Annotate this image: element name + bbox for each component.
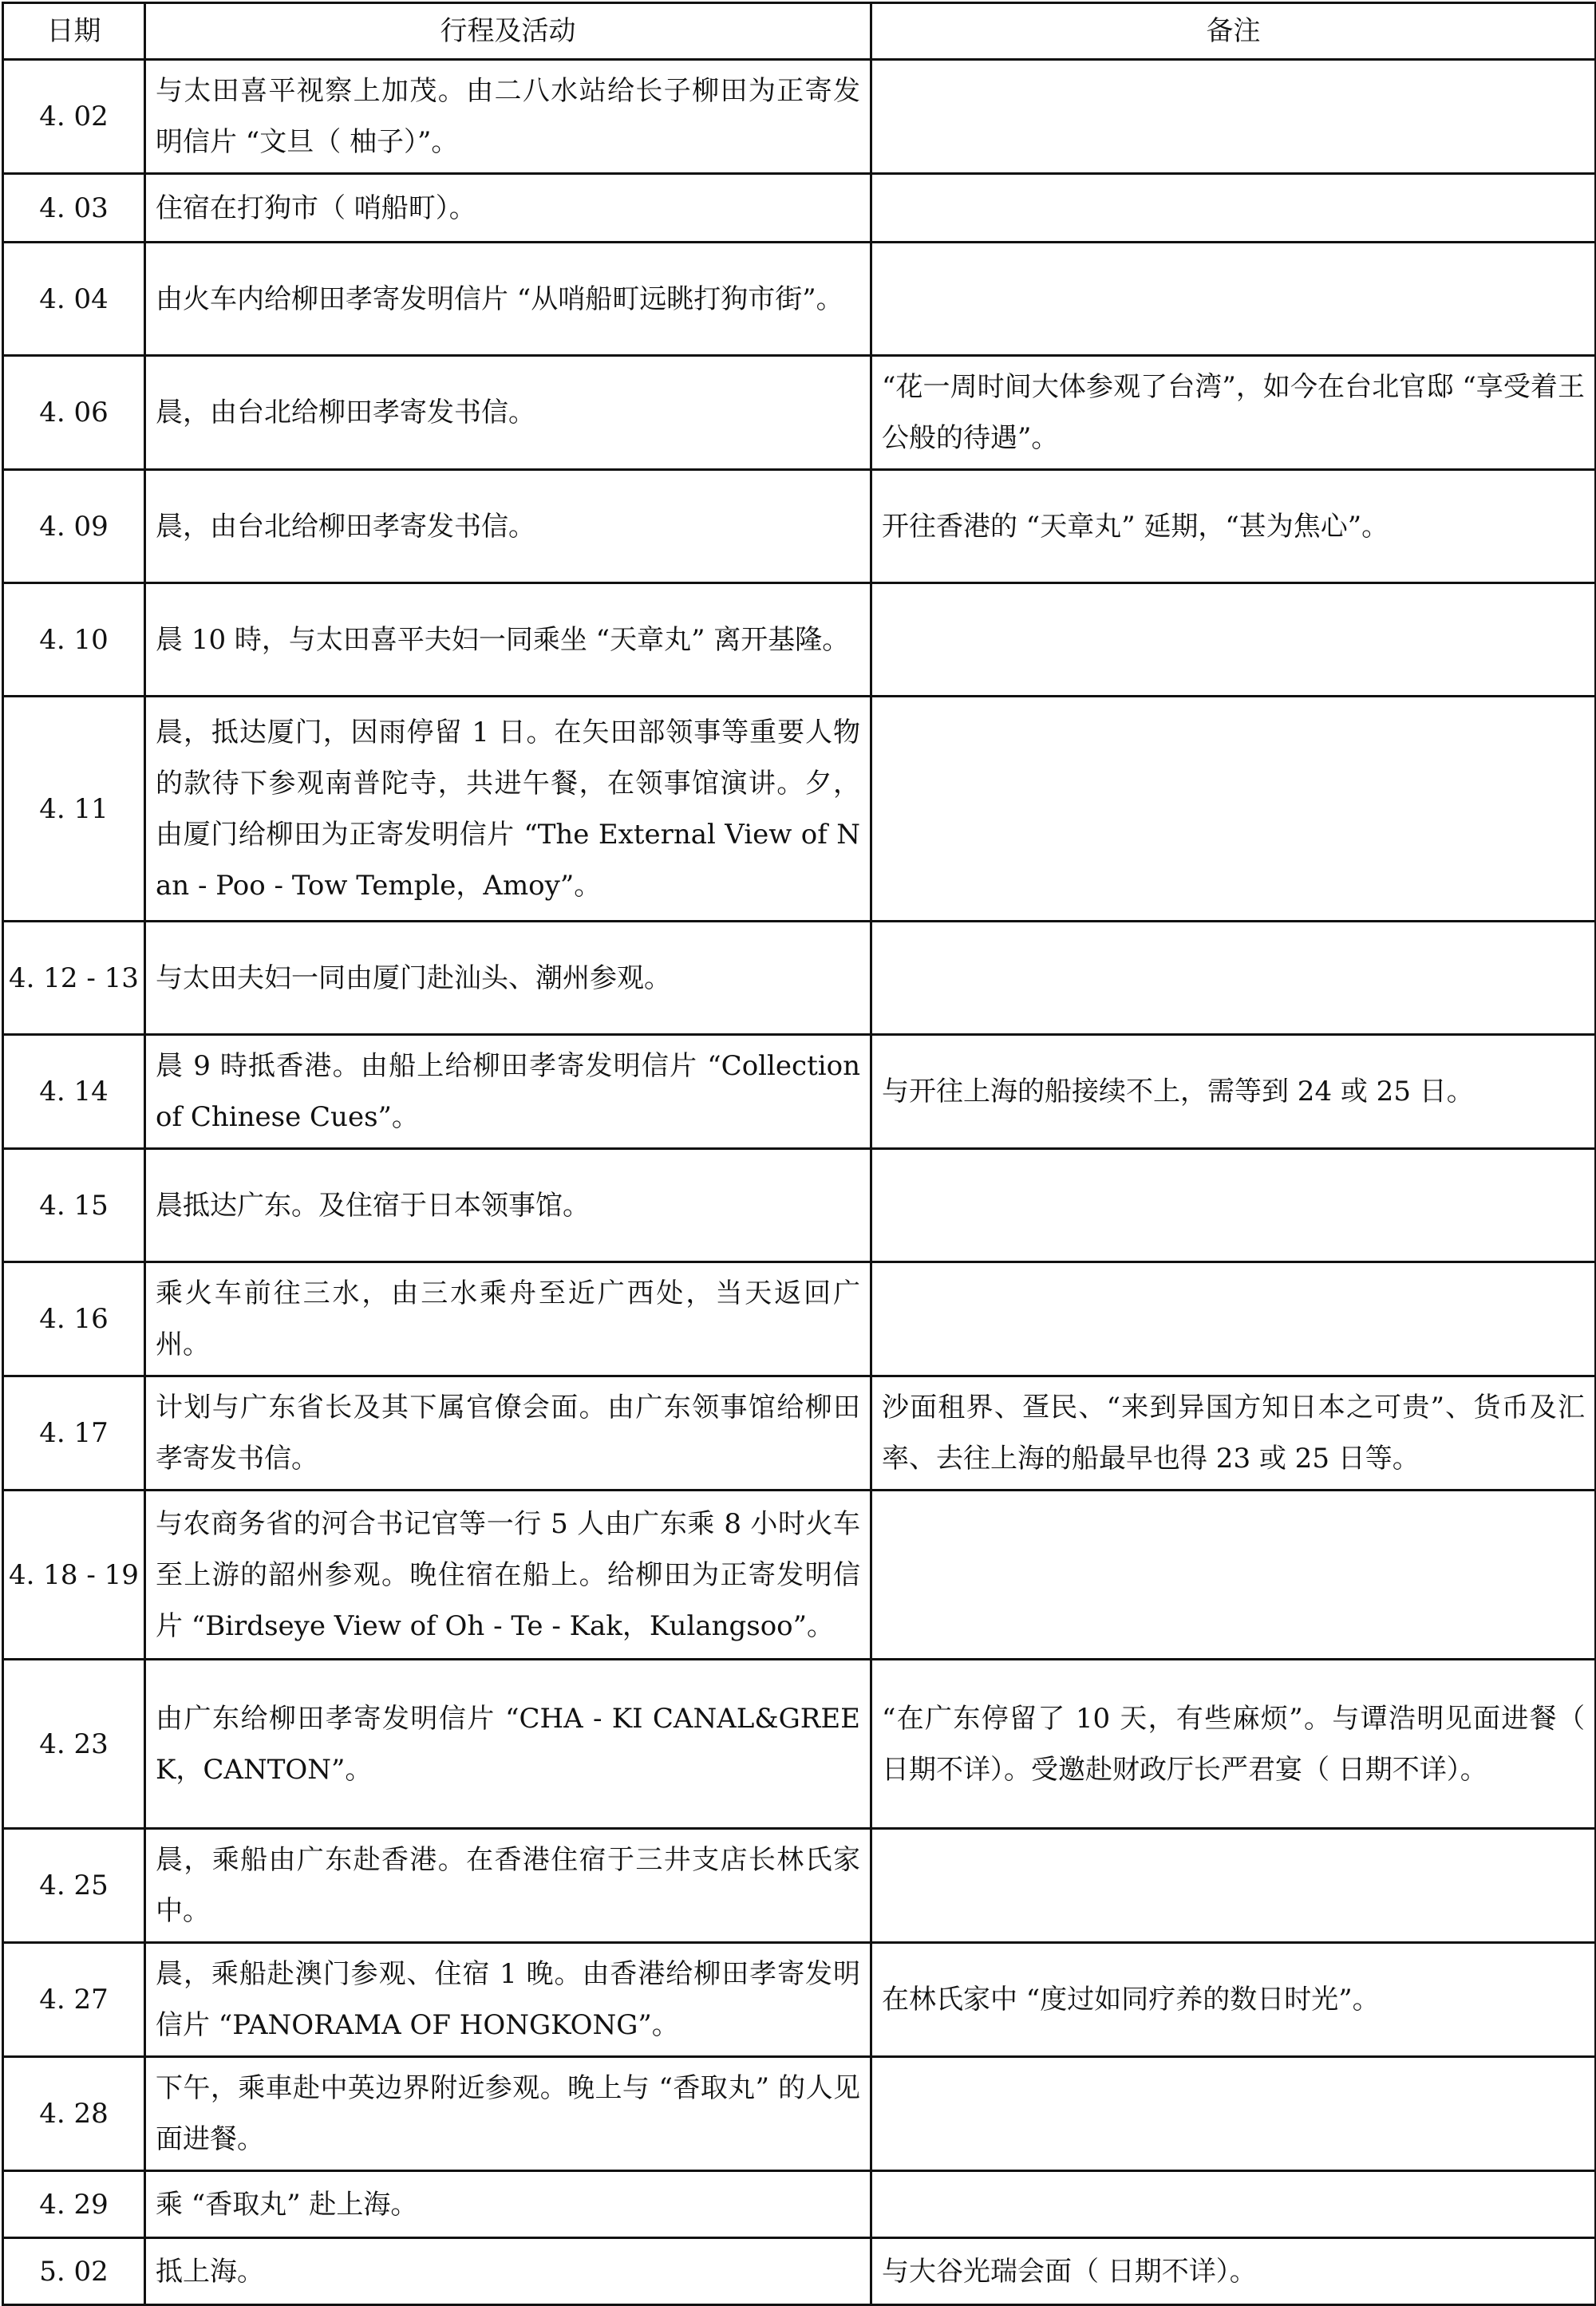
date-cell: 4. 12 - 13 (3, 922, 145, 1035)
activity-cell: 由火车内给柳田孝寄发明信片 “从哨船町远眺打狗市街”。 (145, 243, 871, 356)
table-row (3, 583, 1596, 697)
activity-cell: 与太田喜平视察上加茂。由二八水站给长子柳田为正寄发明信片 “文旦（ 柚子）”。 (145, 60, 871, 174)
table-row (3, 1491, 1596, 1660)
itinerary-table (2, 2, 1596, 2306)
date-cell: 4. 04 (3, 243, 145, 356)
activity-cell: 晨 10 時，与太田喜平夫妇一同乘坐 “天章丸” 离开基隆。 (145, 583, 871, 697)
note-cell (871, 1829, 1596, 1943)
date-cell: 4. 29 (3, 2171, 145, 2238)
header-date: 日期 (3, 3, 145, 60)
note-cell (871, 922, 1596, 1035)
date-cell: 4. 09 (3, 470, 145, 583)
header-row (3, 3, 1596, 60)
activity-cell: 抵上海。 (145, 2238, 871, 2305)
table-row (3, 243, 1596, 356)
header-activity: 行程及活动 (145, 3, 871, 60)
note-cell: 沙面租界、疍民、“来到异国方知日本之可贵”、货币及汇率、去往上海的船最早也得 23 或 25 日等。 (871, 1376, 1596, 1491)
table-row (3, 1943, 1596, 2057)
activity-cell: 乘火车前往三水，由三水乘舟至近广西处，当天返回广州。 (145, 1262, 871, 1376)
note-cell (871, 1262, 1596, 1376)
table-row (3, 1149, 1596, 1262)
date-cell: 4. 16 (3, 1262, 145, 1376)
note-cell: 开往香港的 “天章丸” 延期，“甚为焦心”。 (871, 470, 1596, 583)
table-row (3, 356, 1596, 470)
date-cell: 4. 02 (3, 60, 145, 174)
date-cell: 4. 23 (3, 1660, 145, 1829)
note-cell: 在林氏家中 “度过如同疗养的数日时光”。 (871, 1943, 1596, 2057)
activity-cell: 住宿在打狗市（ 哨船町）。 (145, 174, 871, 243)
activity-cell: 与太田夫妇一同由厦门赴汕头、潮州参观。 (145, 922, 871, 1035)
activity-cell: 由广东给柳田孝寄发明信片 “CHA - KI CANAL&GREEK，CANTON”。 (145, 1660, 871, 1829)
date-cell: 4. 18 - 19 (3, 1491, 145, 1660)
note-cell (871, 243, 1596, 356)
table-row (3, 60, 1596, 174)
date-cell: 4. 15 (3, 1149, 145, 1262)
activity-cell: 晨，乘船由广东赴香港。在香港住宿于三井支店长林氏家中。 (145, 1829, 871, 1943)
table-row (3, 1035, 1596, 1149)
note-cell (871, 2057, 1596, 2171)
table-row (3, 174, 1596, 243)
table-row (3, 2171, 1596, 2238)
header-note: 备注 (871, 3, 1596, 60)
note-cell (871, 697, 1596, 922)
table-row (3, 2238, 1596, 2305)
table-row (3, 1262, 1596, 1376)
activity-cell: 乘 “香取丸” 赴上海。 (145, 2171, 871, 2238)
table-row (3, 1660, 1596, 1829)
date-cell: 4. 14 (3, 1035, 145, 1149)
date-cell: 4. 28 (3, 2057, 145, 2171)
activity-cell: 晨 9 時抵香港。由船上给柳田孝寄发明信片 “Collection of Chinese Cues”。 (145, 1035, 871, 1149)
activity-cell: 晨，由台北给柳田孝寄发书信。 (145, 470, 871, 583)
date-cell: 4. 06 (3, 356, 145, 470)
note-cell: 与大谷光瑞会面（ 日期不详）。 (871, 2238, 1596, 2305)
table-row (3, 1376, 1596, 1491)
table-row (3, 1829, 1596, 1943)
note-cell (871, 60, 1596, 174)
note-cell: 与开往上海的船接续不上，需等到 24 或 25 日。 (871, 1035, 1596, 1149)
activity-cell: 与农商务省的河合书记官等一行 5 人由广东乘 8 小时火车至上游的韶州参观。晚住宿在船上。给柳田为正寄发明信片 “Birdseye View of Oh - Te - Kak，Kulangsoo”。 (145, 1491, 871, 1660)
activity-cell: 晨抵达广东。及住宿于日本领事馆。 (145, 1149, 871, 1262)
date-cell: 4. 03 (3, 174, 145, 243)
table-row (3, 2057, 1596, 2171)
date-cell: 4. 11 (3, 697, 145, 922)
note-cell (871, 2171, 1596, 2238)
activity-cell: 晨，乘船赴澳门参观、住宿 1 晚。由香港给柳田孝寄发明信片 “PANORAMA OF HONGKONG”。 (145, 1943, 871, 2057)
note-cell: “在广东停留了 10 天，有些麻烦”。与谭浩明见面进餐（ 日期不详）。受邀赴财政厅长严君宴（ 日期不详）。 (871, 1660, 1596, 1829)
note-cell (871, 1491, 1596, 1660)
activity-cell: 晨，由台北给柳田孝寄发书信。 (145, 356, 871, 470)
activity-cell: 下午，乘車赴中英边界附近参观。晚上与 “香取丸” 的人见面进餐。 (145, 2057, 871, 2171)
date-cell: 4. 27 (3, 1943, 145, 2057)
date-cell: 4. 25 (3, 1829, 145, 1943)
date-cell: 4. 17 (3, 1376, 145, 1491)
table-row (3, 922, 1596, 1035)
table-row (3, 470, 1596, 583)
note-cell (871, 174, 1596, 243)
activity-cell: 晨，抵达厦门，因雨停留 1 日。在矢田部领事等重要人物的款待下参观南普陀寺，共进午餐，在领事馆演讲。夕，由厦门给柳田为正寄发明信片 “The External View of Nan - Poo - Tow Temple，Amoy”。 (145, 697, 871, 922)
note-cell: “花一周时间大体参观了台湾”，如今在台北官邸 “享受着王公般的待遇”。 (871, 356, 1596, 470)
note-cell (871, 583, 1596, 697)
note-cell (871, 1149, 1596, 1262)
date-cell: 5. 02 (3, 2238, 145, 2305)
date-cell: 4. 10 (3, 583, 145, 697)
activity-cell: 计划与广东省长及其下属官僚会面。由广东领事馆给柳田孝寄发书信。 (145, 1376, 871, 1491)
table-row (3, 697, 1596, 922)
